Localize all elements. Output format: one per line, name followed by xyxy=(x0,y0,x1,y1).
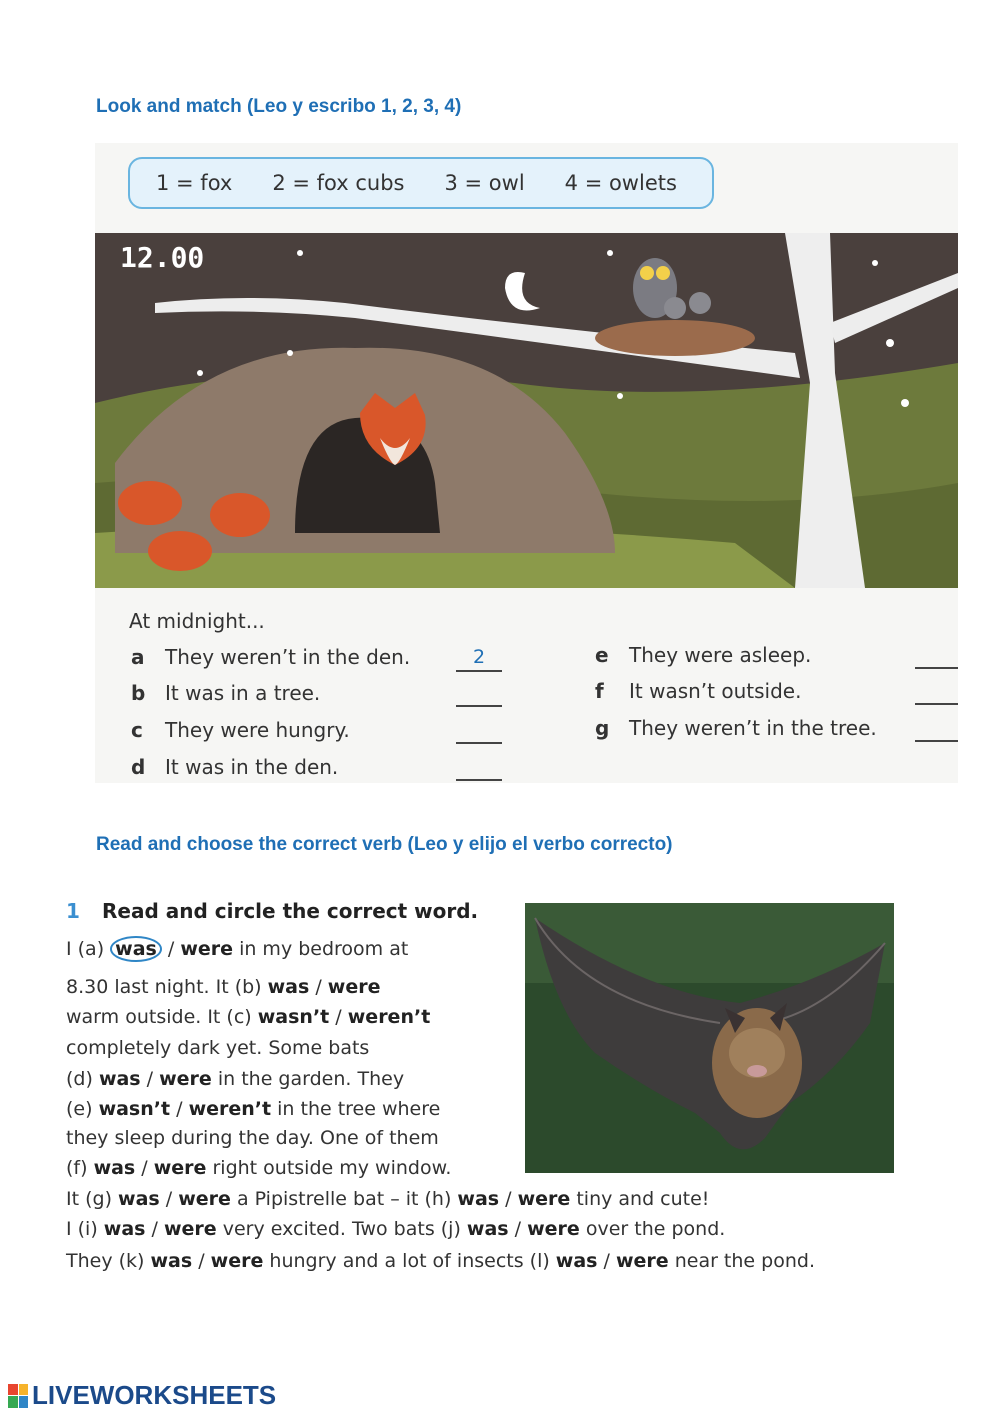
passage-text: 8.30 last night. It (b) xyxy=(66,976,268,998)
passage-text: tiny and cute! xyxy=(570,1188,710,1210)
item-c xyxy=(131,716,350,744)
passage-text: warm outside. It (c) xyxy=(66,1006,258,1028)
intro-text: At midnight... xyxy=(129,609,265,633)
item-g xyxy=(595,714,877,742)
passage-text: near the pond. xyxy=(668,1250,815,1272)
choice-option[interactable]: were xyxy=(527,1218,580,1240)
passage-line xyxy=(66,1185,709,1213)
choice-option[interactable]: was xyxy=(466,1218,509,1240)
choose-heading: Read and choose the correct verb (Leo y elijo el verbo correcto) xyxy=(96,834,673,855)
passage-text: / xyxy=(309,976,328,998)
choice-option[interactable]: were xyxy=(615,1250,669,1272)
passage-text: / xyxy=(170,1098,189,1120)
liveworksheets-logo-icon xyxy=(8,1384,28,1408)
passage-line xyxy=(66,1215,725,1243)
item-letter: a xyxy=(131,645,145,669)
activity-number: 1 xyxy=(66,899,80,923)
passage-text: / xyxy=(499,1188,518,1210)
night-scene-illustration xyxy=(95,233,958,588)
item-letter: c xyxy=(131,718,143,742)
answer-blank-d[interactable] xyxy=(456,753,502,781)
passage-text: It (g) xyxy=(66,1188,119,1210)
passage-text: over the pond. xyxy=(579,1218,726,1240)
item-letter: d xyxy=(131,755,146,779)
item-text: They weren’t in the den. xyxy=(165,645,411,669)
passage-text: / xyxy=(192,1250,211,1272)
passage-line xyxy=(66,1003,430,1031)
choice-option[interactable]: were xyxy=(210,1250,264,1272)
passage-text: (f) xyxy=(66,1157,94,1179)
choice-option[interactable]: were xyxy=(180,938,234,960)
item-a xyxy=(131,643,410,671)
choice-option[interactable]: was xyxy=(103,1218,146,1240)
answer-blank-c[interactable] xyxy=(456,716,502,744)
passage-text: / xyxy=(597,1250,616,1272)
passage-line xyxy=(66,1124,439,1152)
passage-text: / xyxy=(508,1218,528,1240)
choice-option[interactable]: was xyxy=(93,1157,136,1179)
choice-option[interactable]: wasn’t xyxy=(257,1006,330,1028)
passage-text: I (a) xyxy=(66,938,111,960)
item-text: It wasn’t outside. xyxy=(629,679,802,703)
answer-blank-f[interactable] xyxy=(915,677,958,705)
bat-photo xyxy=(525,903,894,1173)
passage-text: / xyxy=(329,1006,348,1028)
item-f xyxy=(595,677,801,705)
item-letter: e xyxy=(595,643,609,667)
passage-line xyxy=(66,1154,451,1182)
brand-name: LIVEWORKSHEETS xyxy=(32,1380,277,1410)
passage-text: / xyxy=(161,938,181,960)
passage-text: / xyxy=(140,1068,160,1090)
choice-option[interactable]: was xyxy=(555,1250,598,1272)
item-e xyxy=(595,641,811,669)
passage-text: / xyxy=(159,1188,179,1210)
item-text: They weren’t in the tree. xyxy=(629,716,877,740)
choice-option[interactable]: were xyxy=(159,1068,212,1090)
item-letter: g xyxy=(595,716,610,740)
passage-text: in the tree where xyxy=(271,1098,441,1120)
passage-text: / xyxy=(145,1218,164,1240)
key-fox: 1 = fox xyxy=(156,171,233,195)
match-heading: Look and match (Leo y escribo 1, 2, 3, 4) xyxy=(96,96,462,117)
answer-blank-a[interactable]: 2 xyxy=(456,644,502,672)
passage-text: right outside my window. xyxy=(206,1157,452,1179)
choice-option[interactable]: was xyxy=(118,1188,160,1210)
passage-text: completely dark yet. Some bats xyxy=(66,1037,370,1059)
choice-option[interactable]: were xyxy=(327,976,381,998)
passage-text: in my bedroom at xyxy=(233,938,409,960)
passage-text: I (i) xyxy=(66,1218,104,1240)
item-text: It was in the den. xyxy=(165,755,339,779)
item-text: They were hungry. xyxy=(165,718,350,742)
choice-option[interactable]: were xyxy=(153,1157,207,1179)
passage-text: They (k) xyxy=(66,1250,151,1272)
passage-text: / xyxy=(135,1157,154,1179)
choice-option[interactable]: were xyxy=(178,1188,231,1210)
passage-text: (e) xyxy=(66,1098,99,1120)
item-text: They were asleep. xyxy=(629,643,812,667)
item-text: It was in a tree. xyxy=(165,681,321,705)
key-owl: 3 = owl xyxy=(444,171,525,195)
passage-text: they sleep during the day. One of them xyxy=(66,1127,439,1149)
key-fox-cubs: 2 = fox cubs xyxy=(272,171,405,195)
answer-blank-b[interactable] xyxy=(456,679,502,707)
item-letter: f xyxy=(595,679,604,703)
choice-option[interactable]: was xyxy=(267,976,310,998)
passage-line xyxy=(66,935,408,963)
answer-blank-g[interactable] xyxy=(915,714,958,742)
passage-line xyxy=(66,1247,815,1275)
passage-text: a Pipistrelle bat – it (h) xyxy=(230,1188,458,1210)
passage-line xyxy=(66,1065,404,1093)
passage-line xyxy=(66,1034,369,1062)
passage-line xyxy=(66,1095,440,1123)
match-activity xyxy=(95,143,958,783)
choice-option[interactable]: was xyxy=(98,1068,141,1090)
item-d xyxy=(131,753,338,781)
choice-option[interactable]: was xyxy=(457,1188,500,1210)
answer-blank-e[interactable] xyxy=(915,641,958,669)
circle-word-activity xyxy=(62,895,962,1295)
choice-option[interactable]: was xyxy=(110,936,162,962)
item-letter: b xyxy=(131,681,146,705)
passage-line xyxy=(66,973,381,1001)
key-owlets: 4 = owlets xyxy=(564,171,677,195)
passage-text: hungry and a lot of insects (l) xyxy=(263,1250,556,1272)
activity-title: Read and circle the correct word. xyxy=(102,899,479,923)
item-b xyxy=(131,679,320,707)
choice-option[interactable]: weren’t xyxy=(347,1006,431,1028)
choice-option[interactable]: wasn’t xyxy=(98,1098,171,1120)
choice-option[interactable]: were xyxy=(517,1188,571,1210)
choice-option[interactable]: was xyxy=(150,1250,193,1272)
clock-label: 12.00 xyxy=(120,241,205,274)
footer-brand xyxy=(8,1380,276,1411)
passage-text: (d) xyxy=(66,1068,99,1090)
choice-option[interactable]: weren’t xyxy=(188,1098,272,1120)
key-box xyxy=(128,157,714,209)
choice-option[interactable]: were xyxy=(163,1218,217,1240)
passage-text: very excited. Two bats (j) xyxy=(216,1218,467,1240)
passage-text: in the garden. They xyxy=(211,1068,405,1090)
